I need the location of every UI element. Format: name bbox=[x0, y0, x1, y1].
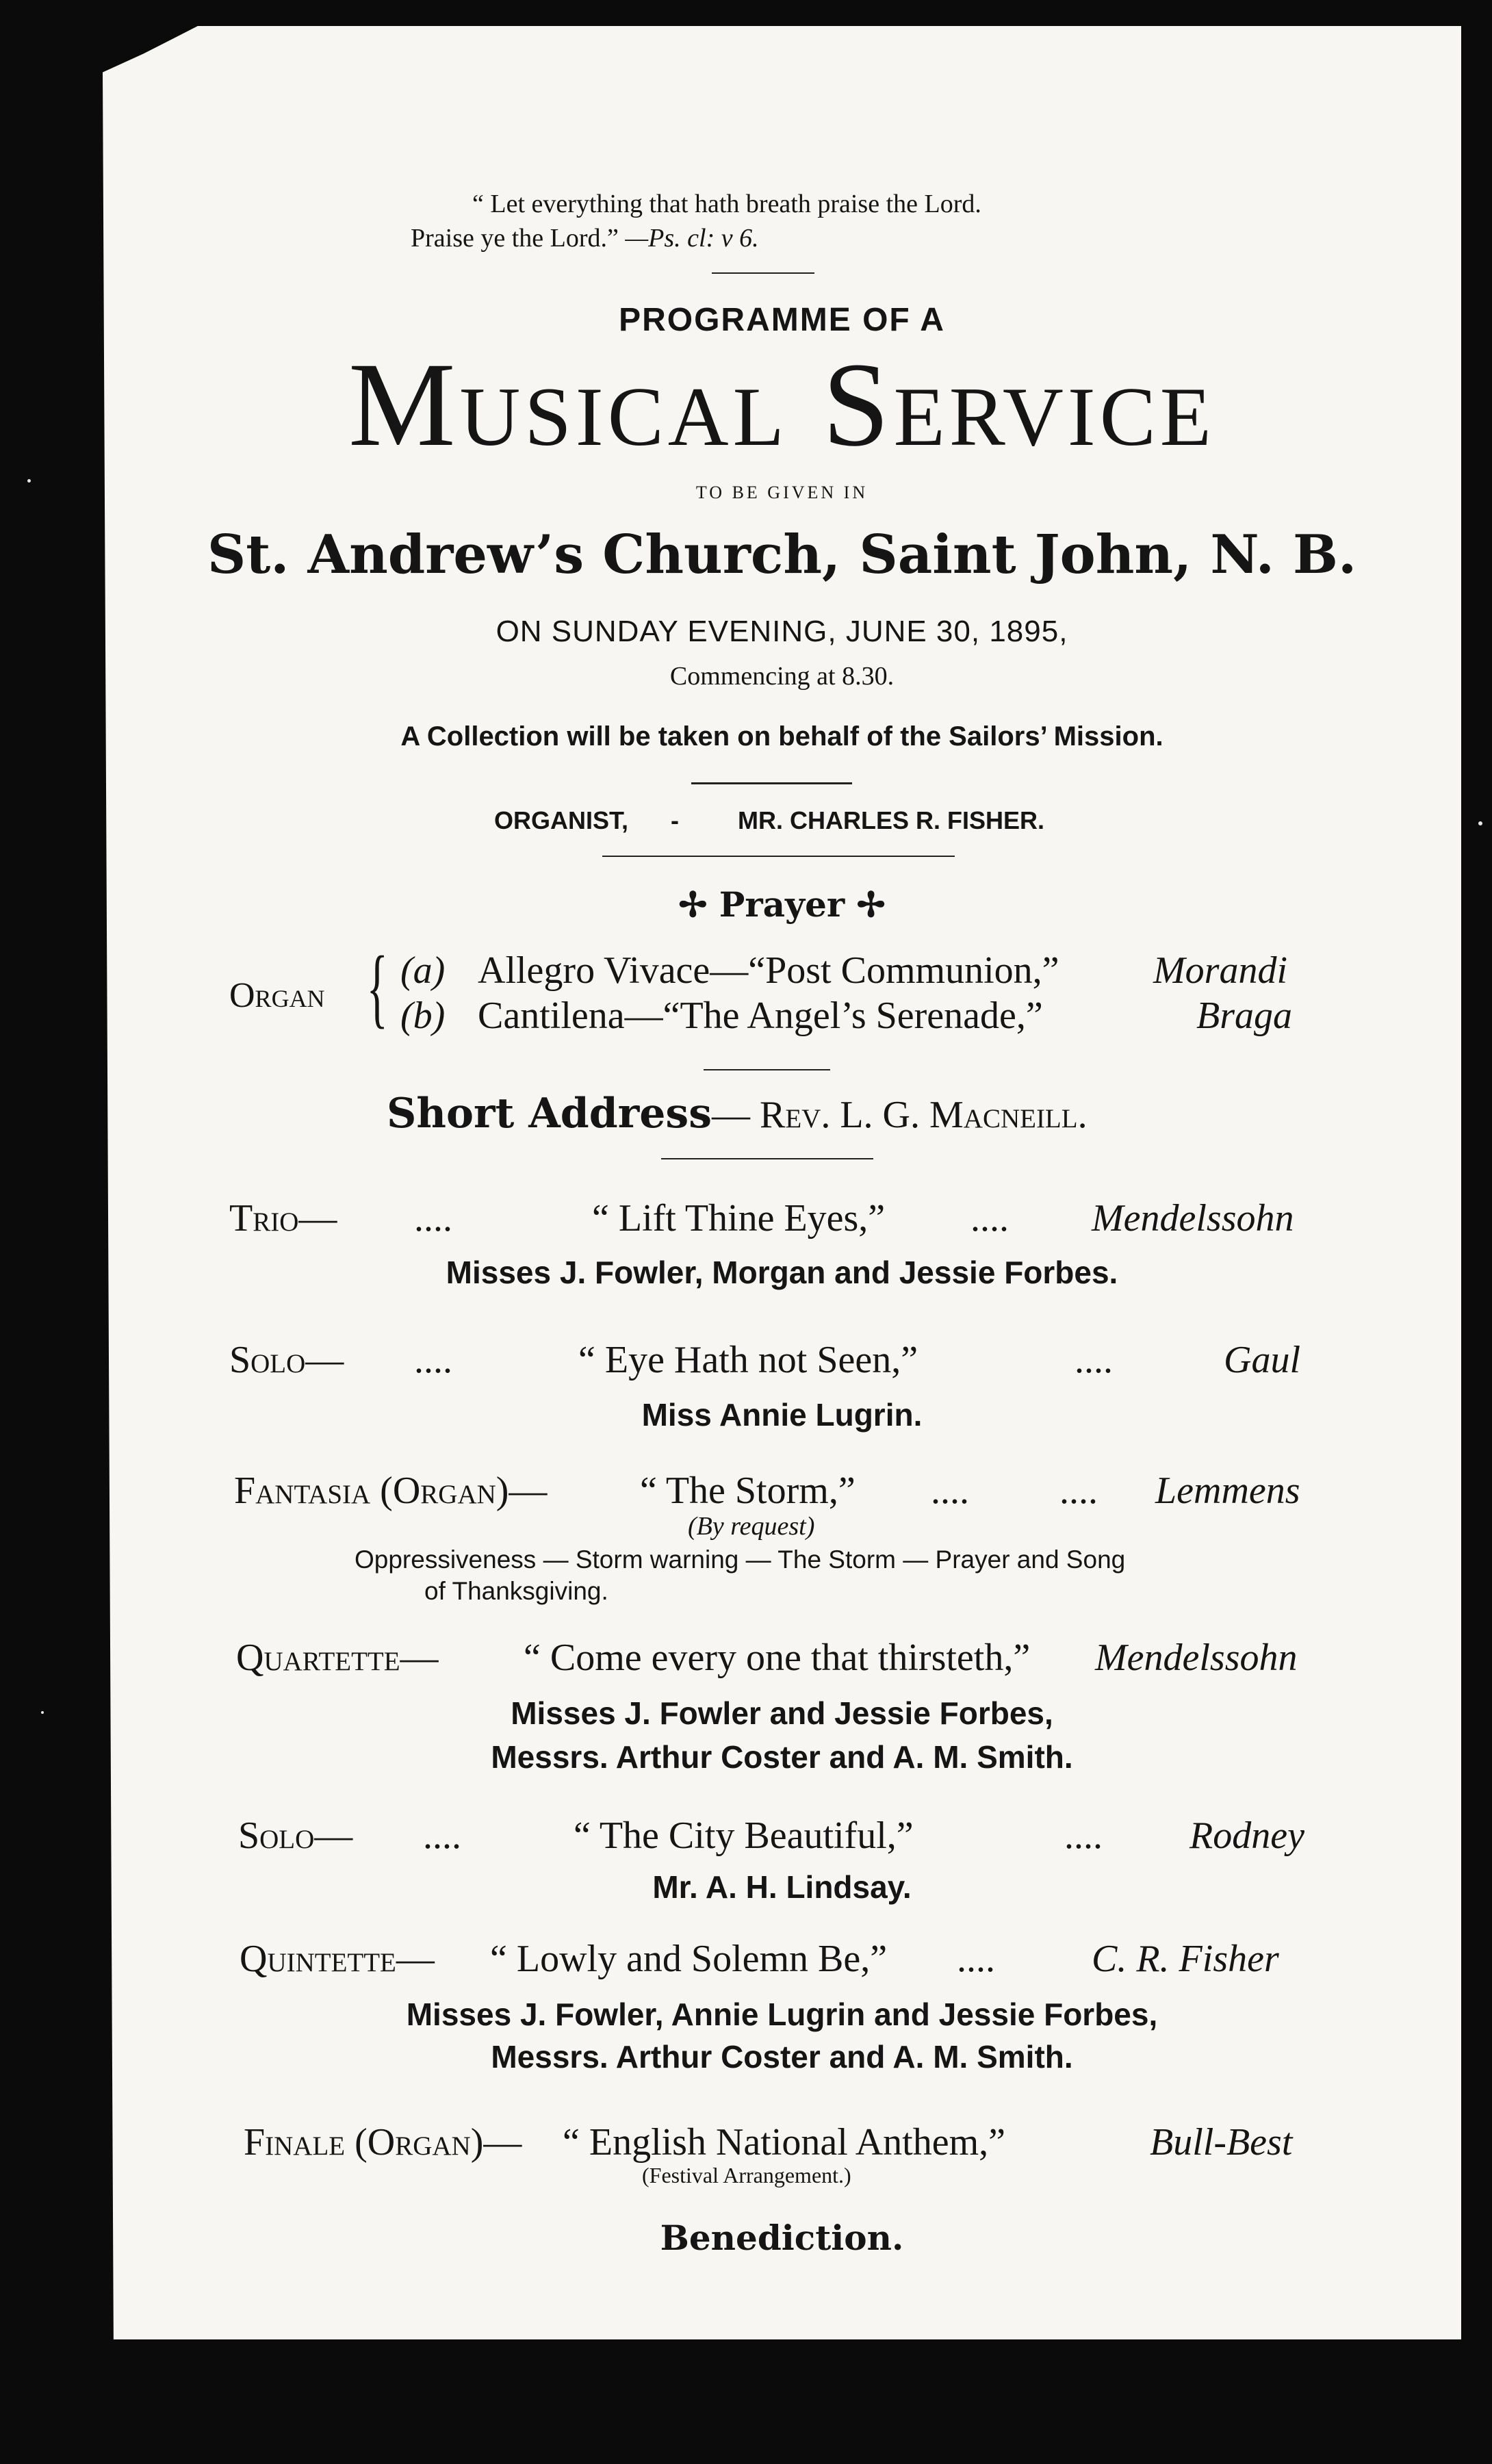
trio-composer: Mendelssohn bbox=[1092, 1197, 1294, 1240]
solo-dots: .... bbox=[423, 1814, 461, 1857]
solo-label: Solo— bbox=[238, 1814, 353, 1857]
start-time: Commencing at 8.30. bbox=[669, 662, 895, 691]
divider bbox=[704, 1069, 830, 1070]
quartette-performers: Misses J. Fowler and Jessie Forbes, bbox=[511, 1695, 1053, 1731]
solo-title: “ Eye Hath not Seen,” bbox=[578, 1339, 918, 1381]
quartette-title: “ Come every one that thirsteth,” bbox=[524, 1637, 1031, 1679]
divider bbox=[661, 1158, 873, 1159]
trio-dots: .... bbox=[414, 1197, 452, 1240]
trio-title: “ Lift Thine Eyes,” bbox=[592, 1197, 886, 1240]
address-speaker: — Rev. L. G. Macneill. bbox=[712, 1094, 1088, 1136]
quintette-performers: Messrs. Arthur Coster and A. M. Smith. bbox=[491, 2039, 1073, 2075]
epigraph-text: Praise ye the Lord.” bbox=[411, 224, 626, 253]
organist-name: MR. CHARLES R. FISHER. bbox=[738, 806, 1045, 834]
speck bbox=[1478, 821, 1482, 825]
prayer-heading: ✢ Prayer ✢ bbox=[678, 884, 886, 925]
organ-label: Organ bbox=[229, 976, 325, 1015]
finale-composer: Bull-Best bbox=[1150, 2121, 1293, 2164]
page-title: Musical Service bbox=[348, 338, 1216, 472]
organ-b-tag: (b) bbox=[400, 994, 446, 1037]
organ-a-composer: Morandi bbox=[1153, 949, 1287, 992]
divider bbox=[712, 272, 814, 274]
divider bbox=[602, 856, 955, 857]
epigraph-line1: “ Let everything that hath breath praise the Lord. bbox=[472, 190, 981, 218]
organist-label: ORGANIST, bbox=[494, 806, 629, 834]
solo-dots: .... bbox=[1064, 1814, 1103, 1857]
solo-composer: Gaul bbox=[1224, 1339, 1300, 1381]
fantasia-description: Oppressiveness — Storm warning — The Storm — Prayer and Song bbox=[355, 1545, 1126, 1574]
solo-dots: .... bbox=[1075, 1339, 1113, 1381]
quartette-performers: Messrs. Arthur Coster and A. M. Smith. bbox=[491, 1739, 1073, 1775]
solo-performer: Miss Annie Lugrin. bbox=[641, 1397, 923, 1433]
fantasia-title: “ The Storm,” bbox=[640, 1470, 856, 1512]
quintette-performers: Misses J. Fowler, Annie Lugrin and Jessie Forbes, bbox=[406, 1997, 1158, 2032]
organ-a-tag: (a) bbox=[400, 949, 446, 992]
organist-dash: - bbox=[671, 806, 679, 834]
fantasia-note: (By request) bbox=[688, 1512, 815, 1541]
venue: St. Andrew’s Church, Saint John, N. B. bbox=[207, 524, 1357, 586]
trio-dots: .... bbox=[970, 1197, 1009, 1240]
brace: { bbox=[366, 938, 388, 1037]
organ-a-piece: Allegro Vivace—“Post Communion,” bbox=[478, 949, 1059, 992]
organ-b-composer: Braga bbox=[1196, 994, 1292, 1037]
organ-b-piece: Cantilena—“The Angel’s Serenade,” bbox=[478, 994, 1043, 1037]
fantasia-description: of Thanksgiving. bbox=[424, 1577, 608, 1605]
trio-performers: Misses J. Fowler, Morgan and Jessie Forbes. bbox=[446, 1255, 1118, 1290]
finale-title: “ English National Anthem,” bbox=[563, 2121, 1005, 2164]
address-label: Short Address bbox=[387, 1090, 712, 1138]
fantasia-label: Fantasia (Organ)— bbox=[234, 1470, 548, 1512]
solo-dots: .... bbox=[414, 1339, 452, 1381]
trio-label: Trio— bbox=[229, 1197, 337, 1240]
benediction: Benediction. bbox=[660, 2218, 904, 2258]
divider bbox=[691, 782, 852, 784]
fantasia-composer: Lemmens bbox=[1155, 1470, 1300, 1512]
quartette-composer: Mendelssohn bbox=[1095, 1637, 1298, 1679]
service-date: ON SUNDAY EVENING, JUNE 30, 1895, bbox=[496, 615, 1068, 648]
collection-note: A Collection will be taken on behalf of the Sailors’ Mission. bbox=[400, 721, 1163, 752]
address-line bbox=[387, 1090, 1088, 1138]
speck bbox=[27, 479, 31, 483]
solo-title: “ The City Beautiful,” bbox=[574, 1814, 914, 1857]
to-be-given: TO BE GIVEN IN bbox=[695, 483, 869, 502]
quintette-label: Quintette— bbox=[240, 1938, 435, 1980]
speck bbox=[41, 1711, 44, 1714]
solo-performer: Mr. A. H. Lindsay. bbox=[652, 1869, 912, 1905]
epigraph-line2 bbox=[411, 223, 759, 253]
solo-composer: Rodney bbox=[1189, 1814, 1304, 1857]
quintette-composer: C. R. Fisher bbox=[1092, 1938, 1279, 1980]
epigraph-reference: —Ps. cl: v 6. bbox=[625, 224, 759, 253]
quintette-title: “ Lowly and Solemn Be,” bbox=[490, 1938, 888, 1980]
finale-note: (Festival Arrangement.) bbox=[642, 2163, 851, 2187]
solo-label: Solo— bbox=[229, 1339, 344, 1381]
quintette-dots: .... bbox=[957, 1938, 995, 1980]
finale-label: Finale (Organ)— bbox=[244, 2121, 522, 2164]
quartette-label: Quartette— bbox=[236, 1637, 439, 1679]
programme-heading: PROGRAMME OF A bbox=[619, 302, 945, 338]
fantasia-dots: .... bbox=[931, 1470, 969, 1512]
fantasia-dots: .... bbox=[1059, 1470, 1098, 1512]
